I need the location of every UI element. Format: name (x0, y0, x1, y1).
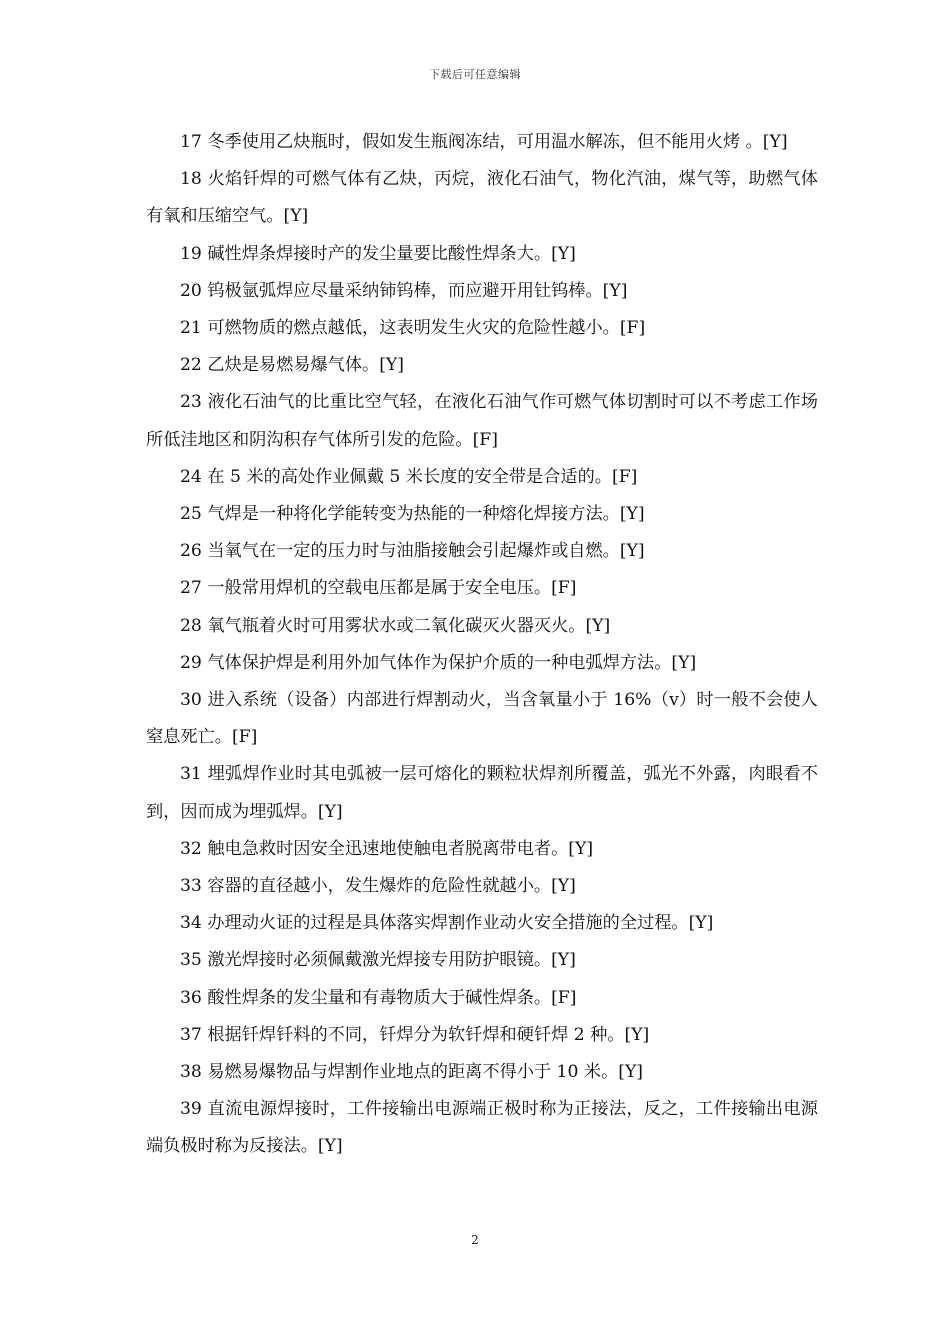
list-item: 37 根据钎焊钎料的不同，钎焊分为软钎焊和硬钎焊 2 种。[Y] (180, 1024, 650, 1045)
list-item: 18 火焰钎焊的可燃气体有乙炔，丙烷，液化石油气，物化汽油，煤气等，助燃气体有氧和压缩空气。[Y] (146, 169, 818, 227)
list-item: 36 酸性焊条的发尘量和有毒物质大于碱性焊条。[F] (180, 987, 577, 1008)
question-list (146, 124, 818, 1166)
list-item: 24 在 5 米的高处作业佩戴 5 米长度的安全带是合适的。[F] (180, 466, 638, 487)
list-item: 17 冬季使用乙炔瓶时，假如发生瓶阀冻结，可用温水解冻，但不能用火烤 。[Y] (180, 132, 788, 152)
list-item: 22 乙炔是易燃易爆气体。[Y] (180, 355, 404, 376)
list-item: 27 一般常用焊机的空载电压都是属于安全电压。[F] (180, 578, 577, 599)
list-item: 32 触电急救时因安全迅速地使触电者脱离带电者。[Y] (180, 838, 594, 859)
page-header: 下载后可任意编辑 (429, 68, 521, 81)
list-item: 31 埋弧焊作业时其电弧被一层可熔化的颗粒状焊剂所覆盖，弧光不外露，肉眼看不到，因而成为埋弧焊。[Y] (146, 764, 818, 822)
list-item: 29 气体保护焊是利用外加气体作为保护介质的一种电弧焊方法。[Y] (180, 652, 697, 673)
list-item: 23 液化石油气的比重比空气轻，在液化石油气作可燃气体切割时可以不考虑工作场所低洼地区和阴沟积存气体所引发的危险。[F] (146, 392, 818, 450)
list-item: 20 钨极氩弧焊应尽量采纳铈钨棒，而应避开用钍钨棒。[Y] (180, 280, 628, 301)
list-item: 30 进入系统（设备）内部进行焊割动火，当含氧量小于 16%（v）时一般不会使人窒息死亡。[F] (146, 690, 818, 748)
list-item: 19 碱性焊条焊接时产的发尘量要比酸性焊条大。[Y] (180, 243, 576, 264)
list-item: 28 氧气瓶着火时可用雾状水或二氧化碳灭火器灭火。[Y] (180, 615, 611, 636)
page-number: 2 (471, 1233, 479, 1247)
list-item: 38 易燃易爆物品与焊割作业地点的距离不得小于 10 米。[Y] (180, 1062, 644, 1083)
list-item: 21 可燃物质的燃点越低，这表明发生火灾的危险性越小。[F] (180, 318, 646, 339)
list-item: 35 激光焊接时必须佩戴激光焊接专用防护眼镜。[Y] (180, 950, 576, 971)
list-item: 33 容器的直径越小，发生爆炸的危险性就越小。[Y] (180, 876, 576, 897)
list-item: 26 当氧气在一定的压力时与油脂接触会引起爆炸或自燃。[Y] (180, 541, 645, 562)
list-item: 34 办理动火证的过程是具体落实焊割作业动火安全措施的全过程。[Y] (180, 913, 714, 934)
list-item: 39 直流电源焊接时，工件接输出电源端正极时称为正接法，反之，工件接输出电源端负极时称为反接法。[Y] (146, 1099, 818, 1157)
list-item: 25 气焊是一种将化学能转变为热能的一种熔化焊接方法。[Y] (180, 504, 645, 525)
